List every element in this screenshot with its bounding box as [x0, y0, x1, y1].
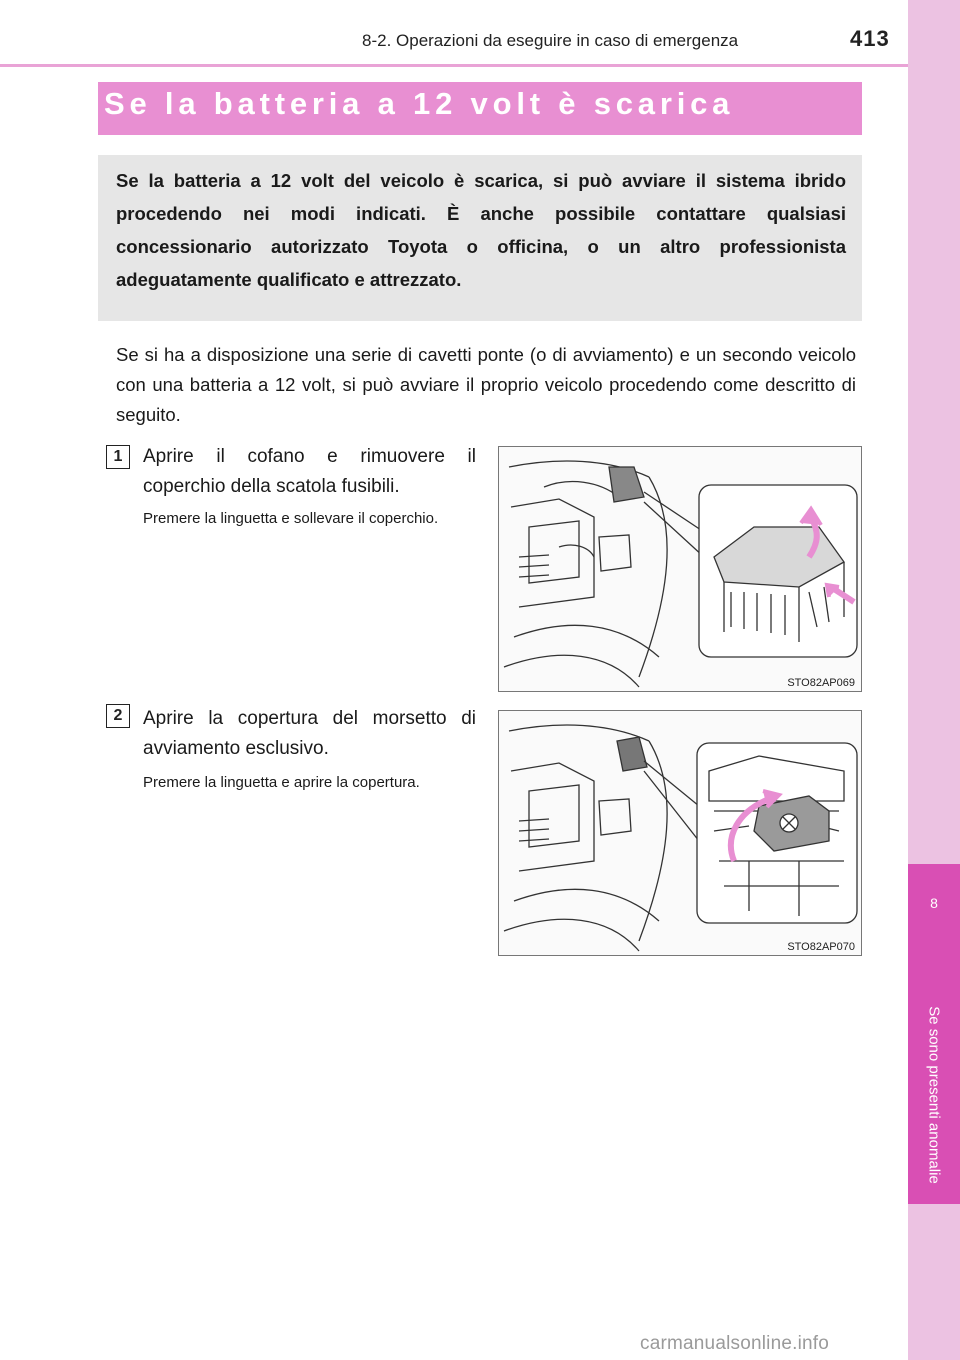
- section-title: Se la batteria a 12 volt è scarica: [104, 86, 735, 121]
- fuse-box-drawing: [499, 447, 862, 692]
- step-title-1: Aprire il cofano e rimuovere il coperchio della scatola fusibili.: [143, 446, 476, 497]
- intro-text: Se la batteria a 12 volt del veicolo è scarica, si può avviare il sistema ibrido procedendo nei modi indicati. È anche possibile contattare qualsiasi concessionario autorizzato Toyota o officina, o un altro professionista adeguatamente qualificato e attrezzato.: [116, 170, 846, 290]
- step-number-1: 1: [106, 445, 130, 469]
- step-number-2: 2: [106, 704, 130, 728]
- header-divider: [0, 64, 908, 67]
- fuse-box-illustration: [498, 446, 862, 692]
- chapter-section-header: 8-2. Operazioni da eseguire in caso di emergenza: [362, 31, 739, 50]
- terminal-cover-drawing: [499, 711, 862, 956]
- step-note-2: Premere la linguetta e aprire la copertura.: [143, 774, 420, 791]
- image-code-1: STO82AP069: [787, 677, 855, 689]
- step-title-2: Aprire la copertura del morsetto di avviamento esclusivo.: [143, 708, 476, 759]
- side-tab-chapter-number: 8: [930, 895, 938, 911]
- side-tab-chapter-label: Se sono presenti anomalie: [925, 1006, 943, 1184]
- page-number: 413: [850, 26, 890, 51]
- image-code-2: STO82AP070: [787, 941, 855, 953]
- terminal-cover-illustration: [498, 710, 862, 956]
- watermark: carmanualsonline.info: [640, 1333, 830, 1354]
- body-paragraph: Se si ha a disposizione una serie di cavetti ponte (o di avviamento) e un secondo veicolo con una batteria a 12 volt, si può avviare il proprio veicolo procedendo come descritto di seguito.: [116, 344, 856, 425]
- step-note-1: Premere la linguetta e sollevare il coperchio.: [143, 510, 439, 527]
